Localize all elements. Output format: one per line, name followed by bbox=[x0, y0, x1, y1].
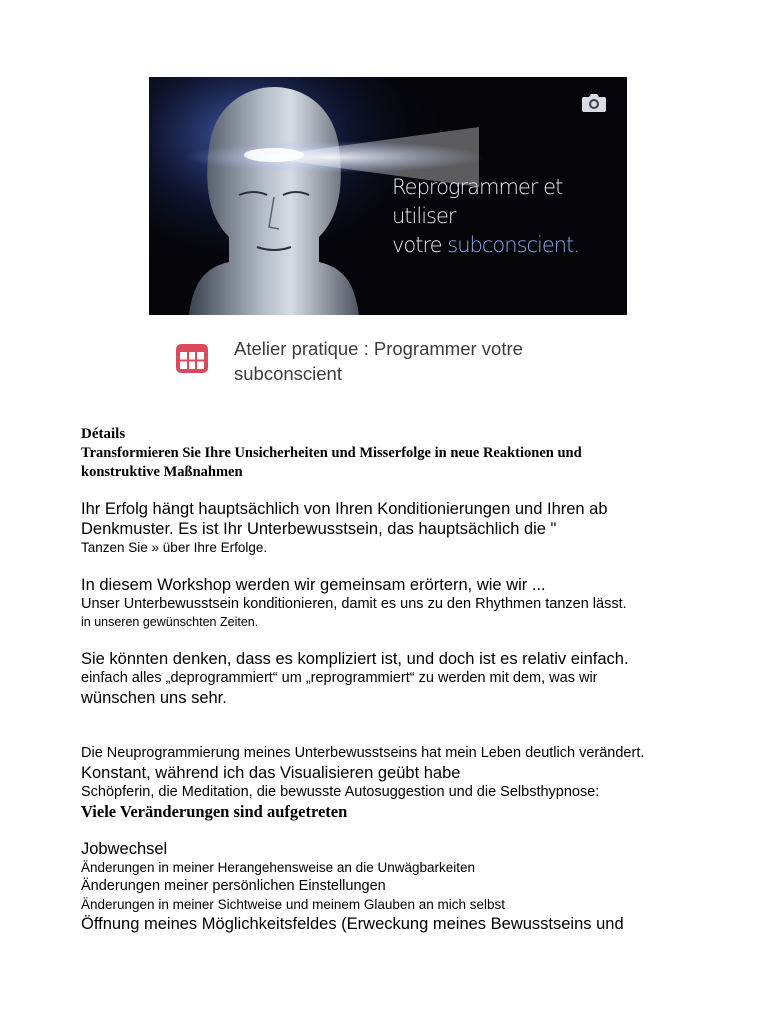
para2-line3: in unseren gewünschten Zeiten. bbox=[81, 615, 259, 629]
event-title-row[interactable] bbox=[173, 336, 613, 388]
para1-line2: Denkmuster. Es ist Ihr Unterbewusstsein, das hauptsächlich die " bbox=[81, 520, 557, 538]
event-title-line2: subconscient bbox=[234, 363, 342, 384]
para4-line4: Viele Veränderungen sind aufgetreten bbox=[81, 802, 348, 821]
subheading-line2: konstruktive Maßnahmen bbox=[81, 464, 243, 480]
para4-line1: Die Neuprogrammierung meines Unterbewusstseins hat mein Leben deutlich verändert. bbox=[81, 745, 645, 761]
subheading-line1: Transformieren Sie Ihre Unsicherheiten und Misserfolge in neue Reaktionen und bbox=[81, 445, 582, 461]
document-body bbox=[81, 424, 721, 934]
para5-line5: Öffnung meines Möglichkeitsfeldes (Erweckung meines Bewusstseins und bbox=[81, 915, 624, 933]
para5-line4: Änderungen in meiner Sichtweise und meinem Glauben an mich selbst bbox=[81, 897, 505, 912]
event-title-line1: Atelier pratique : Programmer votre bbox=[234, 338, 523, 359]
camera-icon[interactable] bbox=[581, 91, 607, 113]
para5-line2: Änderungen in meiner Herangehensweise an die Unwägbarkeiten bbox=[81, 860, 476, 875]
banner-caption-line1: Reprogrammer et utiliser bbox=[392, 175, 563, 228]
banner-caption bbox=[392, 173, 627, 260]
para1-line1: Ihr Erfolg hängt hauptsächlich von Ihren Konditionierungen und Ihren ab bbox=[81, 500, 608, 518]
para4-line2: Konstant, während ich das Visualisieren geübt habe bbox=[81, 764, 461, 782]
para4-line3: Schöpferin, die Meditation, die bewusste Autosuggestion und die Selbsthypnose: bbox=[81, 784, 600, 800]
banner-caption-line2 bbox=[392, 231, 627, 260]
para3-line2: einfach alles „deprogrammiert“ um „reprogrammiert“ zu werden mit dem, was wir bbox=[81, 670, 598, 686]
banner-caption-highlight: subconscient. bbox=[447, 233, 580, 257]
para2-line1: In diesem Workshop werden wir gemeinsam erörtern, wie wir ... bbox=[81, 576, 546, 594]
details-heading: Détails bbox=[81, 426, 126, 442]
event-banner-image bbox=[149, 77, 627, 315]
para5-line1: Jobwechsel bbox=[81, 840, 168, 858]
para3-line3: wünschen uns sehr. bbox=[81, 689, 227, 707]
banner-caption-prefix: votre bbox=[392, 233, 448, 257]
para2-line2: Unser Unterbewusstsein konditionieren, damit es uns zu den Rhythmen tanzen lässt. bbox=[81, 596, 627, 612]
para1-line3: Tanzen Sie » über Ihre Erfolge. bbox=[81, 540, 268, 555]
para5-line3: Änderungen meiner persönlichen Einstellungen bbox=[81, 878, 386, 894]
calendar-icon bbox=[175, 341, 209, 375]
para3-line1: Sie könnten denken, dass es kompliziert ist, und doch ist es relativ einfach. bbox=[81, 650, 629, 668]
event-title bbox=[234, 336, 604, 386]
